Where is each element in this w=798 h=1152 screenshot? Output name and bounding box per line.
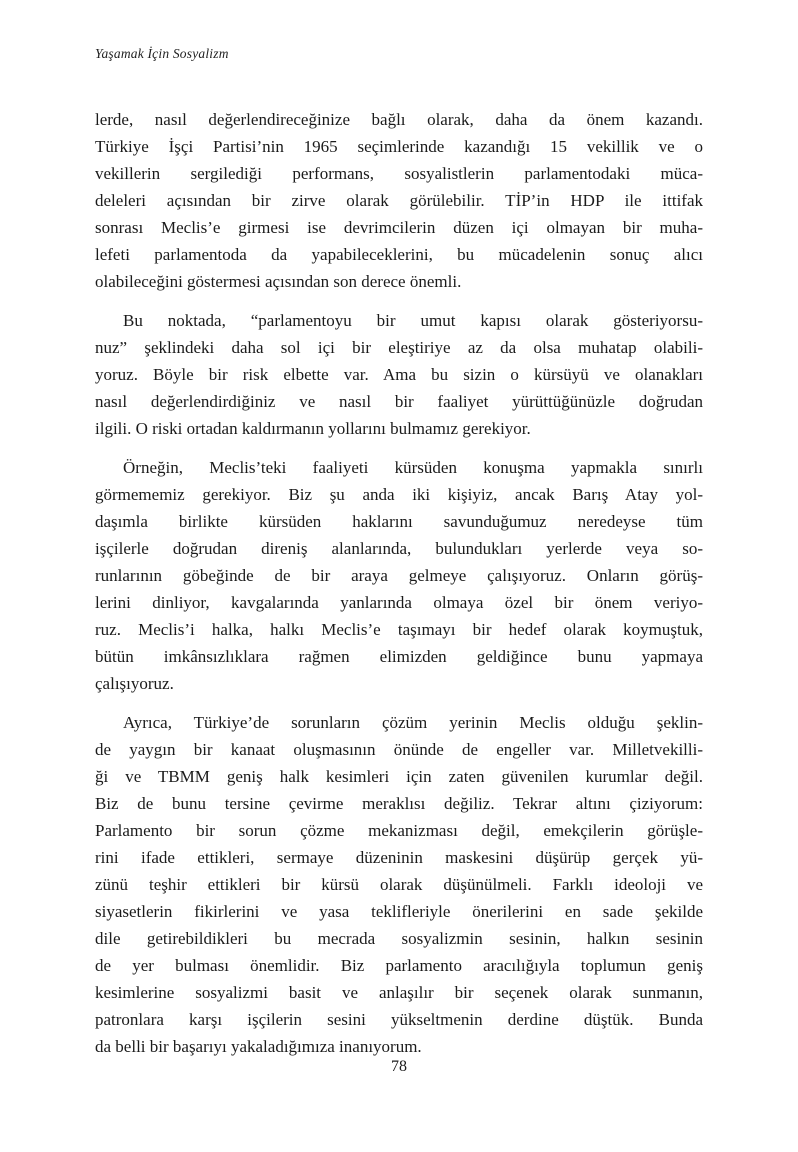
text-line: dile getirebildikleri bu mecrada sosyalizmin sesinin, halkın sesinin	[95, 929, 703, 948]
text-line: çalışıyoruz.	[95, 674, 174, 693]
text-line: ruz. Meclis’i halka, halkı Meclis’e taşımayı bir hedef olarak koymuştuk,	[95, 620, 703, 639]
text-line: olabileceğini göstermesi açısından son derece önemli.	[95, 272, 462, 291]
body-text	[95, 106, 703, 1072]
text-line: deleleri açısından bir zirve olarak görülebilir. TİP’in HDP ile ittifak	[95, 191, 703, 210]
text-line: ği ve TBMM geniş halk kesimleri için zaten güvenilen kurumlar değil.	[95, 767, 703, 786]
text-line: patronlara karşı işçilerin sesini yükseltmenin derdine düştük. Bunda	[95, 1010, 703, 1029]
text-line: ilgili. O riski ortadan kaldırmanın yollarını bulmamız gerekiyor.	[95, 419, 531, 438]
text-line: Türkiye İşçi Partisi’nin 1965 seçimlerinde kazandığı 15 vekillik ve o	[95, 137, 703, 156]
text-line: siyasetlerin fikirlerini ve yasa teklifleriyle önerilerini en sade şekilde	[95, 902, 703, 921]
text-line: de yer bulması önemlidir. Biz parlamento aracılığıyla toplumun geniş	[95, 956, 703, 975]
text-line: zünü teşhir ettikleri bir kürsü olarak düşünülmeli. Farklı ideoloji ve	[95, 875, 703, 894]
text-line: görmememiz gerekiyor. Biz şu anda iki kişiyiz, ancak Barış Atay yol-	[95, 485, 703, 504]
text-line: bütün imkânsızlıklara rağmen elimizden geldiğince bunu yapmaya	[95, 647, 703, 666]
text-line: daşımla birlikte kürsüden haklarını savunduğumuz neredeyse tüm	[95, 512, 703, 531]
running-header: Yaşamak İçin Sosyalizm	[95, 46, 229, 61]
text-line: kesimlerine sosyalizmi basit ve anlaşılır bir seçenek olarak sunmanın,	[95, 983, 703, 1002]
text-line: lerde, nasıl değerlendireceğinize bağlı olarak, daha da önem kazandı.	[95, 110, 703, 129]
text-line: yoruz. Böyle bir risk elbette var. Ama bu sizin o kürsüyü ve olanakları	[95, 365, 703, 384]
text-line: Örneğin, Meclis’teki faaliyeti kürsüden konuşma yapmakla sınırlı	[123, 458, 703, 477]
text-line: rini ifade ettikleri, sermaye düzeninin maskesini düşürüp gerçek yü-	[95, 848, 703, 867]
paragraph	[95, 106, 703, 295]
text-line: Ayrıca, Türkiye’de sorunların çözüm yerinin Meclis olduğu şeklin-	[123, 713, 703, 732]
text-line: nasıl değerlendirdiğiniz ve nasıl bir faaliyet yürüttüğünüzle doğrudan	[95, 392, 703, 411]
text-line: lerini dinliyor, kavgalarında yanlarında olmaya özel bir önem veriyo-	[95, 593, 703, 612]
text-line: de yaygın bir kanaat oluşmasının önünde de engeller var. Milletvekilli-	[95, 740, 703, 759]
page-number: 78	[391, 1058, 407, 1075]
text-line: Bu noktada, “parlamentoyu bir umut kapısı olarak gösteriyorsu-	[123, 311, 703, 330]
text-line: runlarının göbeğinde de bir araya gelmeye çalışıyoruz. Onların görüş-	[95, 566, 703, 585]
text-line: vekillerin sergilediği performans, sosyalistlerin parlamentodaki müca-	[95, 164, 703, 183]
paragraph	[95, 709, 703, 1060]
text-line: sonrası Meclis’e girmesi ise devrimcilerin düzen içi olmayan bir muha-	[95, 218, 703, 237]
paragraph	[95, 454, 703, 697]
text-line: nuz” şeklindeki daha sol içi bir eleştiriye az da olsa muhatap olabili-	[95, 338, 703, 357]
paragraph	[95, 307, 703, 442]
text-line: Biz de bunu tersine çevirme meraklısı değiliz. Tekrar altını çiziyorum:	[95, 794, 703, 813]
text-line: işçilerle doğrudan direniş alanlarında, bulundukları yerlerde veya so-	[95, 539, 703, 558]
text-line: da belli bir başarıyı yakaladığımıza inanıyorum.	[95, 1037, 422, 1056]
text-line: lefeti parlamentoda da yapabileceklerini, bu mücadelenin sonuç alıcı	[95, 245, 703, 264]
text-line: Parlamento bir sorun çözme mekanizması değil, emekçilerin görüşle-	[95, 821, 703, 840]
